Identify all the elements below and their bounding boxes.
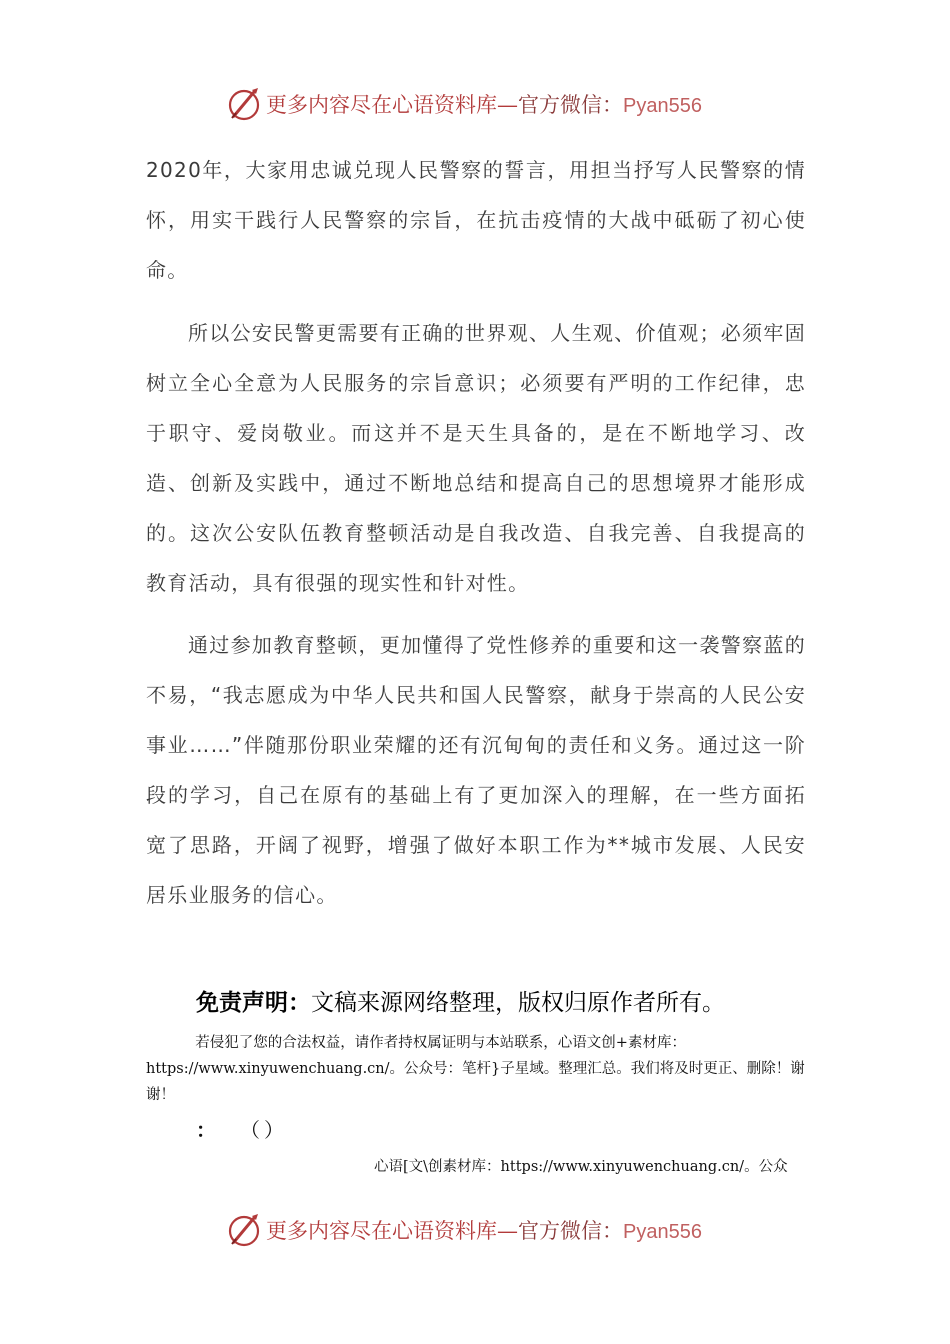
banner-wechat-label: 官方微信： — [518, 93, 623, 117]
banner-slogan: 更多内容尽在心语资料库 — [266, 93, 497, 117]
colon-mark: ： — [196, 1118, 216, 1142]
banner-dash: — — [497, 93, 518, 117]
footer-banner — [226, 1210, 746, 1250]
banner-slogan: 更多内容尽在心语资料库 — [266, 1219, 497, 1243]
colon-line — [196, 1114, 288, 1143]
paragraph-1: 2020年，大家用忠诚兑现人民警察的誓言，用担当抒写人民警察的情怀，用实干践行人民警察的宗旨，在抗击疫情的大战中砥砺了初心使命。 — [146, 158, 806, 282]
banner-wechat-label: 官方微信： — [518, 1219, 623, 1243]
banner-wechat-id: Pyan556 — [623, 95, 702, 117]
paragraph-3: 通过参加教育整顿，更加懂得了党性修养的重要和这一袭警察蓝的不易，“我志愿成为中华人民共和国人民警察，献身于崇高的人民公安事业……”伴随那份职业荣耀的还有沉甸甸的责任和义务。通过这一阶段的学习，自己在原有的基础上有了更加深入的理解，在一些方面拓宽了思路，开阔了视野，增强了做好本职工作为**城市发展、人民安居乐业服务的信心。 — [146, 633, 806, 907]
pen-circle-logo-icon — [226, 1212, 262, 1248]
disclaimer-body: 若侵犯了您的合法权益，请作者持权属证明与本站联系，心语文创+素材库：https://www.xinyuwenchuang.cn/。公众号：笔杆}子星域。整理汇总。我们将及时更正、删除！谢谢！ — [146, 1035, 805, 1103]
banner-wechat-id: Pyan556 — [623, 1221, 702, 1243]
banner-text — [266, 1215, 702, 1245]
source-line: 心语[文\创素材库：https://www.xinyuwenchuang.cn/。公众 — [374, 1159, 788, 1175]
banner-dash: — — [497, 1219, 518, 1243]
paragraph-2: 所以公安民警更需要有正确的世界观、人生观、价值观；必须牢固树立全心全意为人民服务的宗旨意识；必须要有严明的工作纪律，忠于职守、爱岗敬业。而这并不是天生具备的，是在不断地学习、改造、创新及实践中，通过不断地总结和提高自己的思想境界才能形成的。这次公安队伍教育整顿活动是自我改造、自我完善、自我提高的教育活动，具有很强的现实性和针对性。 — [146, 321, 806, 595]
header-banner — [226, 84, 746, 124]
pen-circle-logo-icon — [226, 86, 262, 122]
disclaimer-label: 免责声明： — [196, 990, 311, 1016]
empty-parens: （） — [250, 1118, 288, 1142]
banner-text — [266, 89, 702, 119]
disclaimer-title: 文稿来源网络整理，版权归原作者所有。 — [311, 990, 725, 1016]
disclaimer-heading — [196, 984, 725, 1017]
